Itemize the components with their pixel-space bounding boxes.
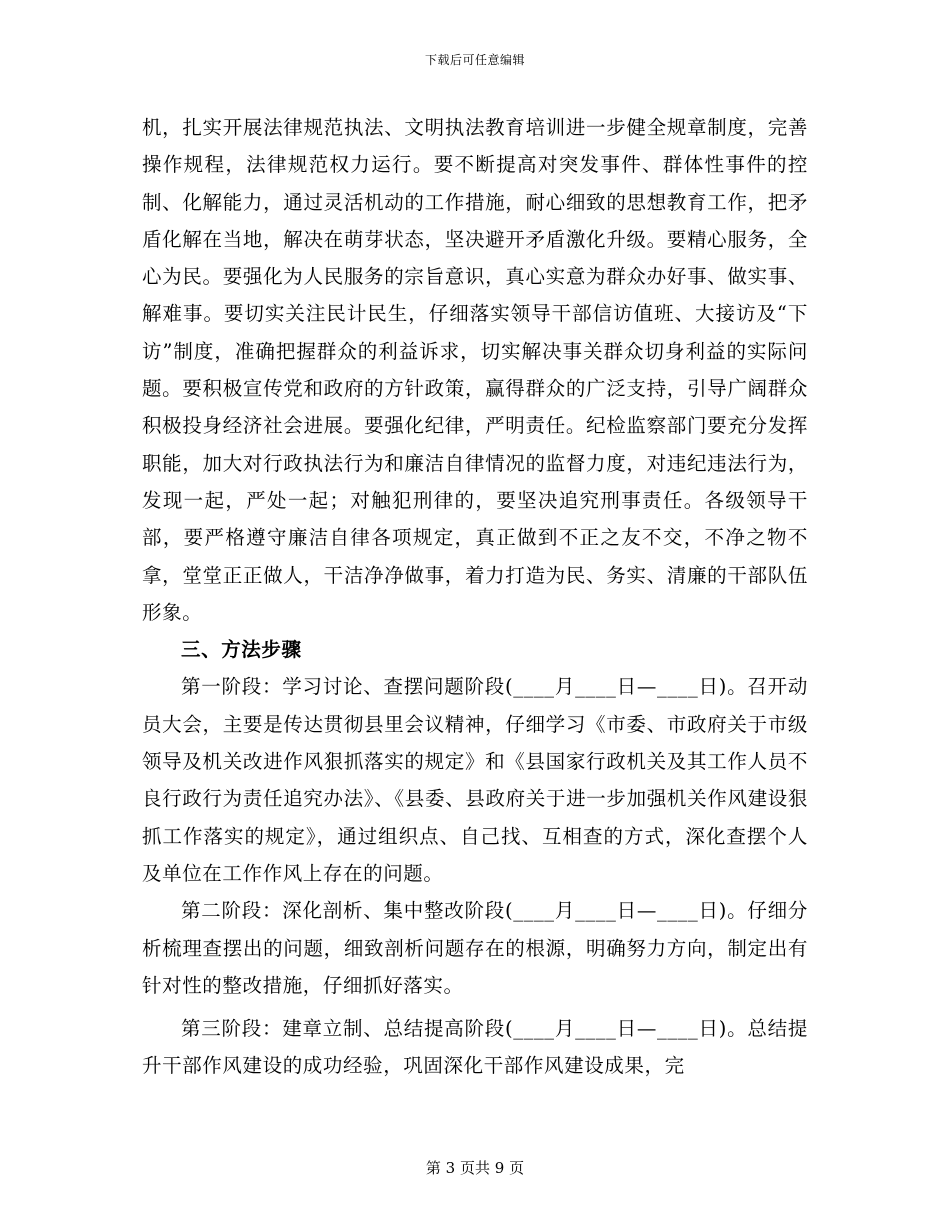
paragraph-stage-one: 第一阶段：学习讨论、查摆问题阶段(____月____日—____日)。召开动员大会，主要是传达贯彻县里会议精神，仔细学习《市委、市政府关于市级领导及机关改进作风狠抓落实的规定》和《县国家行政机关及其工作人员不良行政行为责任追究办法》、《县委、县政府关于进一步加强机关作风建设狠抓工作落实的规定》，通过组织点、自己找、互相查的方式，深化查摆个人及单位在工作作风上存在的问题。 — [142, 675, 808, 885]
paragraph-continuation: 机，扎实开展法律规范执法、文明执法教育培训进一步健全规章制度，完善操作规程，法律规范权力运行。要不断提高对突发事件、群体性事件的控制、化解能力，通过灵活机动的工作措施，耐心细致的思想教育工作，把矛盾化解在当地，解决在萌芽状态，坚决避开矛盾激化升级。要精心服务，全心为民。要强化为人民服务的宗旨意识，真心实意为群众办好事、做实事、解难事。要切实关注民计民生，仔细落实领导干部信访值班、大接访及“下访”制度，准确把握群众的利益诉求，切实解决事关群众切身利益的实际问题。要积极宣传党和政府的方针政策，赢得群众的广泛支持，引导广阔群众积极投身经济社会进展。要强化纪律，严明责任。纪检监察部门要充分发挥职能，加大对行政执法行为和廉洁自律情况的监督力度，对违纪违法行为，发现一起，严处一起；对触犯刑律的，要坚决追究刑事责任。各级领导干部，要严格遵守廉洁自律各项规定，真正做到不正之友不交，不净之物不拿，堂堂正正做人，干洁净净做事，着力打造为民、务实、清廉的干部队伍形象。 — [142, 116, 808, 624]
paragraph-stage-two: 第二阶段：深化剖析、集中整改阶段(____月____日—____日)。仔细分析梳理查摆出的问题，细致剖析问题存在的根源，明确努力方向，制定出有针对性的整改措施，仔细抓好落实。 — [142, 899, 808, 997]
paragraph-stage-three: 第三阶段：建章立制、总结提高阶段(____月____日—____日)。总结提升干部作风建设的成功经验，巩固深化干部作风建设成果，完 — [142, 1017, 808, 1078]
page-header: 下载后可任意编辑 — [424, 53, 525, 67]
document-body — [142, 109, 808, 1085]
page-footer: 第 3 页共 9 页 — [425, 1159, 525, 1177]
section-heading: 三、方法步骤 — [181, 638, 302, 662]
